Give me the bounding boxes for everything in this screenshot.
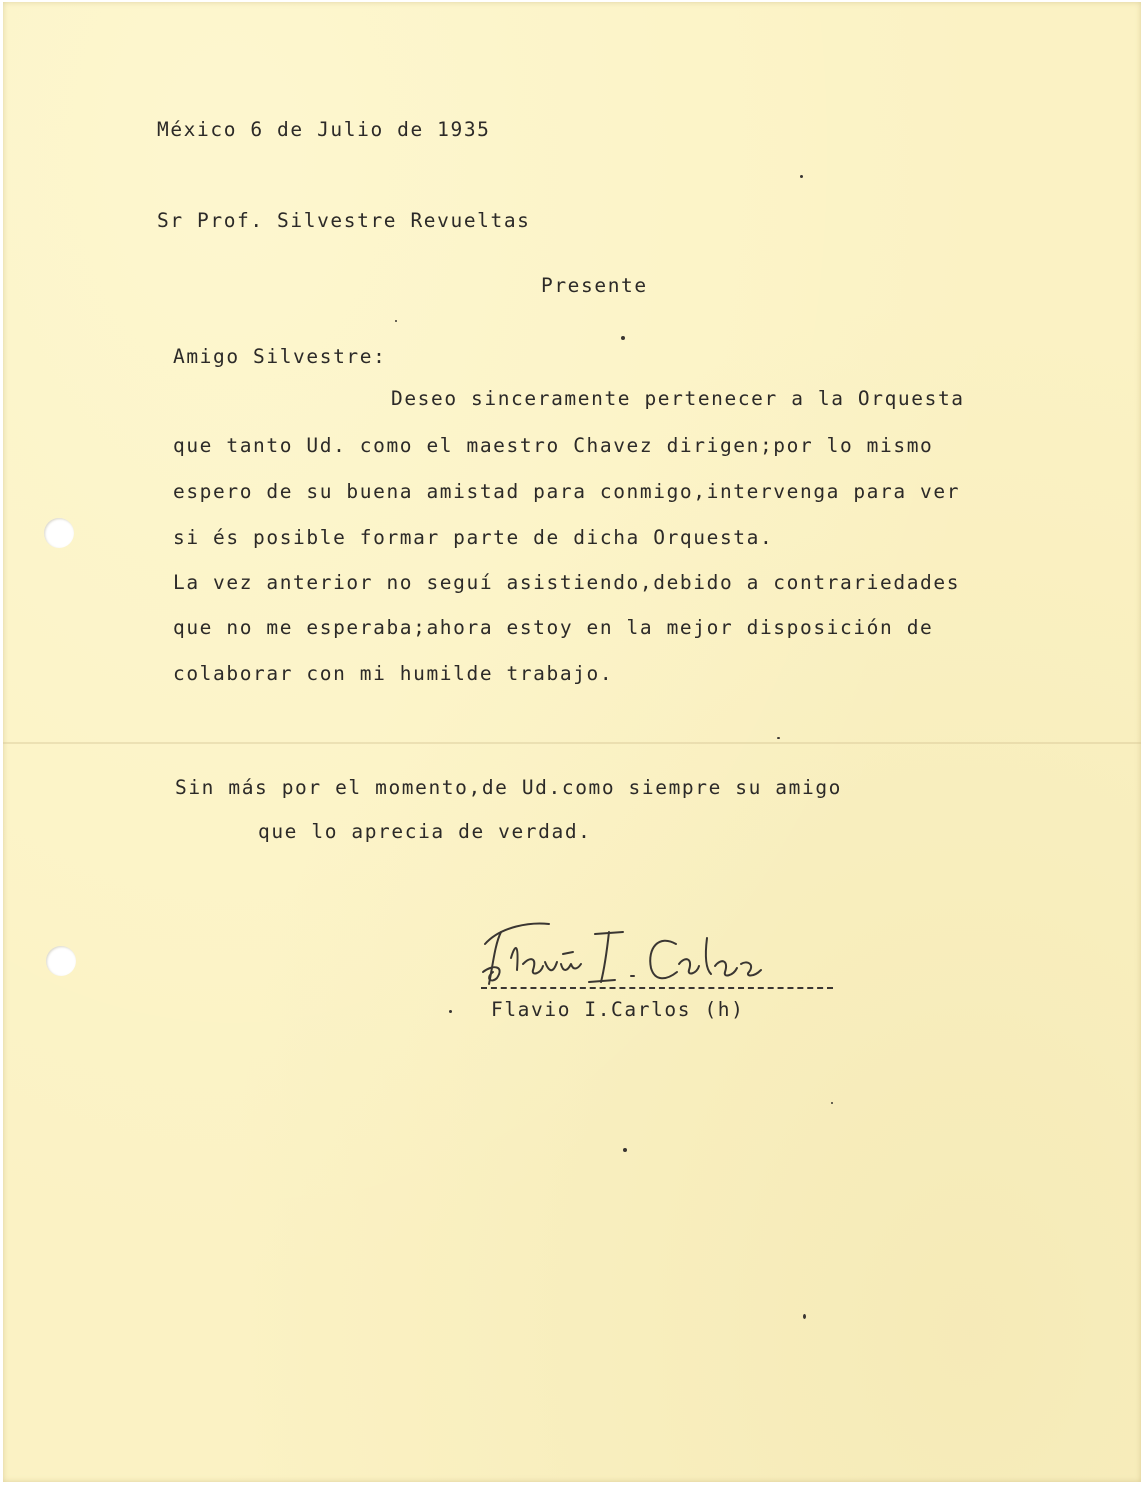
punch-hole-bottom xyxy=(46,946,76,976)
signer-name: Flavio I.Carlos (h) xyxy=(491,998,745,1021)
ink-speck xyxy=(623,1148,627,1152)
ink-speck xyxy=(449,1010,452,1013)
paper-fold-crease xyxy=(3,742,1141,744)
letter-recipient: Sr Prof. Silvestre Revueltas xyxy=(157,209,531,232)
closing-line: que lo aprecia de verdad. xyxy=(258,820,592,843)
ink-speck xyxy=(621,336,625,340)
letter-presente: Presente xyxy=(541,274,648,297)
ink-speck xyxy=(803,1314,806,1319)
letter-salutation: Amigo Silvestre: xyxy=(173,345,387,368)
punch-hole-top xyxy=(44,518,74,548)
ink-speck xyxy=(800,175,803,178)
signature-line xyxy=(481,987,833,989)
body-line: La vez anterior no seguí asistiendo,debido a contrariedades xyxy=(173,571,961,594)
handwritten-signature xyxy=(471,914,771,994)
ink-speck xyxy=(831,1102,833,1104)
body-line: espero de su buena amistad para conmigo,intervenga para ver xyxy=(173,480,961,503)
body-line: que tanto Ud. como el maestro Chavez dirigen;por lo mismo xyxy=(173,434,934,457)
ink-speck xyxy=(777,737,780,739)
letter-page xyxy=(3,2,1141,1482)
letter-date: México 6 de Julio de 1935 xyxy=(157,118,491,141)
closing-line: Sin más por el momento,de Ud.como siempre su amigo xyxy=(175,776,842,799)
body-line: si és posible formar parte de dicha Orquesta. xyxy=(173,526,774,549)
ink-speck xyxy=(395,320,397,322)
body-line: colaborar con mi humilde trabajo. xyxy=(173,662,614,685)
body-line: Deseo sinceramente pertenecer a la Orquesta xyxy=(391,387,965,410)
body-line: que no me esperaba;ahora estoy en la mejor disposición de xyxy=(173,616,934,639)
